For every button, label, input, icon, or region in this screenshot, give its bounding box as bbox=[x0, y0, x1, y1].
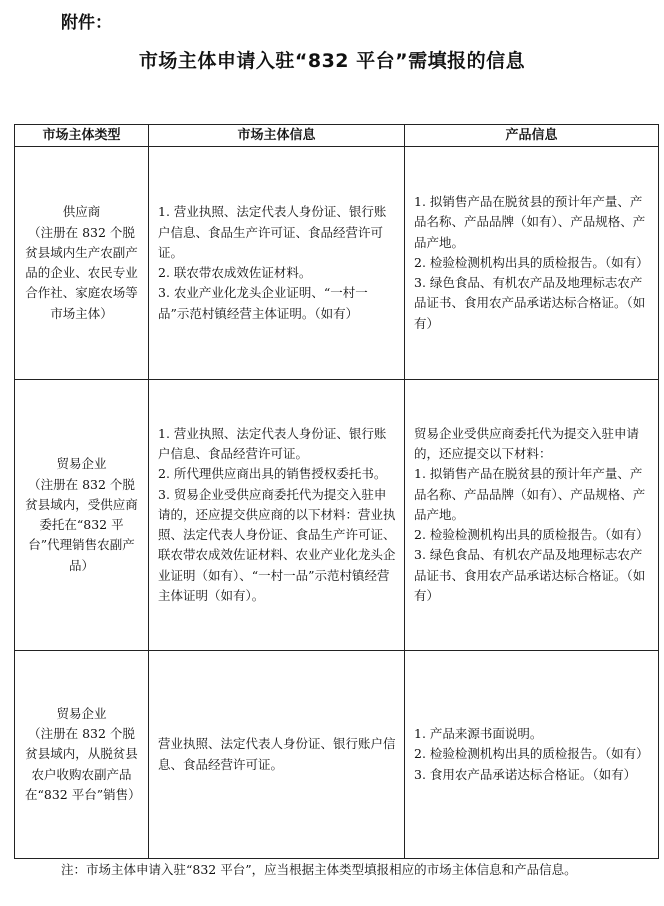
info-table bbox=[14, 124, 659, 859]
subject-info-item: 营业执照、法定代表人身份证、银行账户信息、食品经营许可证。 bbox=[158, 736, 396, 772]
product-info-item: 1. 拟销售产品在脱贫县的预计年产量、产品名称、产品品牌（如有）、产品规格、产品产地。 bbox=[414, 466, 646, 522]
subject-info-item: 2. 所代理供应商出具的销售授权委托书。 bbox=[158, 466, 387, 482]
subject-info-cell bbox=[149, 147, 405, 380]
product-info-item: 3. 绿色食品、有机农产品及地理标志农产品证书、食用农产品承诺达标合格证。（如有） bbox=[414, 275, 646, 331]
type-cell bbox=[15, 147, 149, 380]
document-title: 市场主体申请入驻“832 平台”需填报的信息 bbox=[138, 50, 526, 72]
subject-info-item: 3. 农业产业化龙头企业证明、“一村一品”示范村镇经营主体证明。（如有） bbox=[158, 285, 368, 321]
product-info-item: 3. 食用农产品承诺达标合格证。（如有） bbox=[414, 766, 637, 782]
table-header-row bbox=[15, 125, 659, 147]
type-name: 供应商 bbox=[62, 204, 101, 220]
product-info-cell bbox=[405, 147, 659, 380]
type-cell bbox=[15, 651, 149, 859]
subject-info-item: 2. 联农带农成效佐证材料。 bbox=[158, 265, 312, 281]
type-name: 贸易企业 bbox=[56, 705, 107, 721]
subject-info-item: 3. 贸易企业受供应商委托代为提交入驻申请的，还应提交供应商的以下材料：营业执照、法定代表人身份证、食品生产许可证、联农带农成效佐证材料、农业产业化龙头企业证明（如有）、“一村一品”示范村镇经营主体证明（如有）。 bbox=[158, 486, 396, 603]
type-cell bbox=[15, 380, 149, 651]
product-info-cell bbox=[405, 651, 659, 859]
type-description: （注册在 832 个脱贫县域内，从脱贫县农户收购农副产品在“832 平台”销售） bbox=[25, 726, 141, 802]
product-info-item: 2. 检验检测机构出具的质检报告。（如有） bbox=[414, 254, 649, 270]
column-header-subject-info: 市场主体信息 bbox=[149, 125, 405, 147]
product-info-item: 1. 拟销售产品在脱贫县的预计年产量、产品名称、产品品牌（如有）、产品规格、产品产地。 bbox=[414, 194, 646, 250]
product-info-item: 2. 检验检测机构出具的质检报告。（如有） bbox=[414, 746, 649, 762]
product-info-item: 1. 产品来源书面说明。 bbox=[414, 726, 543, 742]
product-info-intro: 贸易企业受供应商委托代为提交入驻申请的，还应提交以下材料： bbox=[414, 425, 640, 462]
table-row bbox=[15, 380, 659, 651]
product-info-item: 3. 绿色食品、有机农产品及地理标志农产品证书、食用农产品承诺达标合格证。（如有） bbox=[414, 547, 646, 603]
table-row bbox=[15, 651, 659, 859]
product-info-cell bbox=[405, 380, 659, 651]
subject-info-item: 1. 营业执照、法定代表人身份证、银行账户信息、食品经营许可证。 bbox=[158, 425, 387, 462]
type-name: 贸易企业 bbox=[56, 456, 107, 472]
table-row bbox=[15, 147, 659, 380]
column-header-product-info: 产品信息 bbox=[405, 125, 659, 147]
attachment-label: 附件： bbox=[61, 13, 112, 33]
type-description: （注册在 832 个脱贫县域内，受供应商委托在“832 平台”代理销售农副产品） bbox=[25, 476, 138, 573]
column-header-type: 市场主体类型 bbox=[15, 125, 149, 147]
product-info-item: 2. 检验检测机构出具的质检报告。（如有） bbox=[414, 527, 649, 543]
subject-info-cell bbox=[149, 380, 405, 651]
subject-info-item: 1. 营业执照、法定代表人身份证、银行账户信息、食品生产许可证、食品经营许可证。 bbox=[158, 204, 387, 260]
type-description: （注册在 832 个脱贫县域内生产农副产品的企业、农民专业合作社、家庭农场等市场主体） bbox=[25, 224, 138, 321]
subject-info-cell bbox=[149, 651, 405, 859]
footnote: 注：市场主体申请入驻“832 平台”，应当根据主体类型填报相应的市场主体信息和产品信息。 bbox=[61, 862, 577, 877]
